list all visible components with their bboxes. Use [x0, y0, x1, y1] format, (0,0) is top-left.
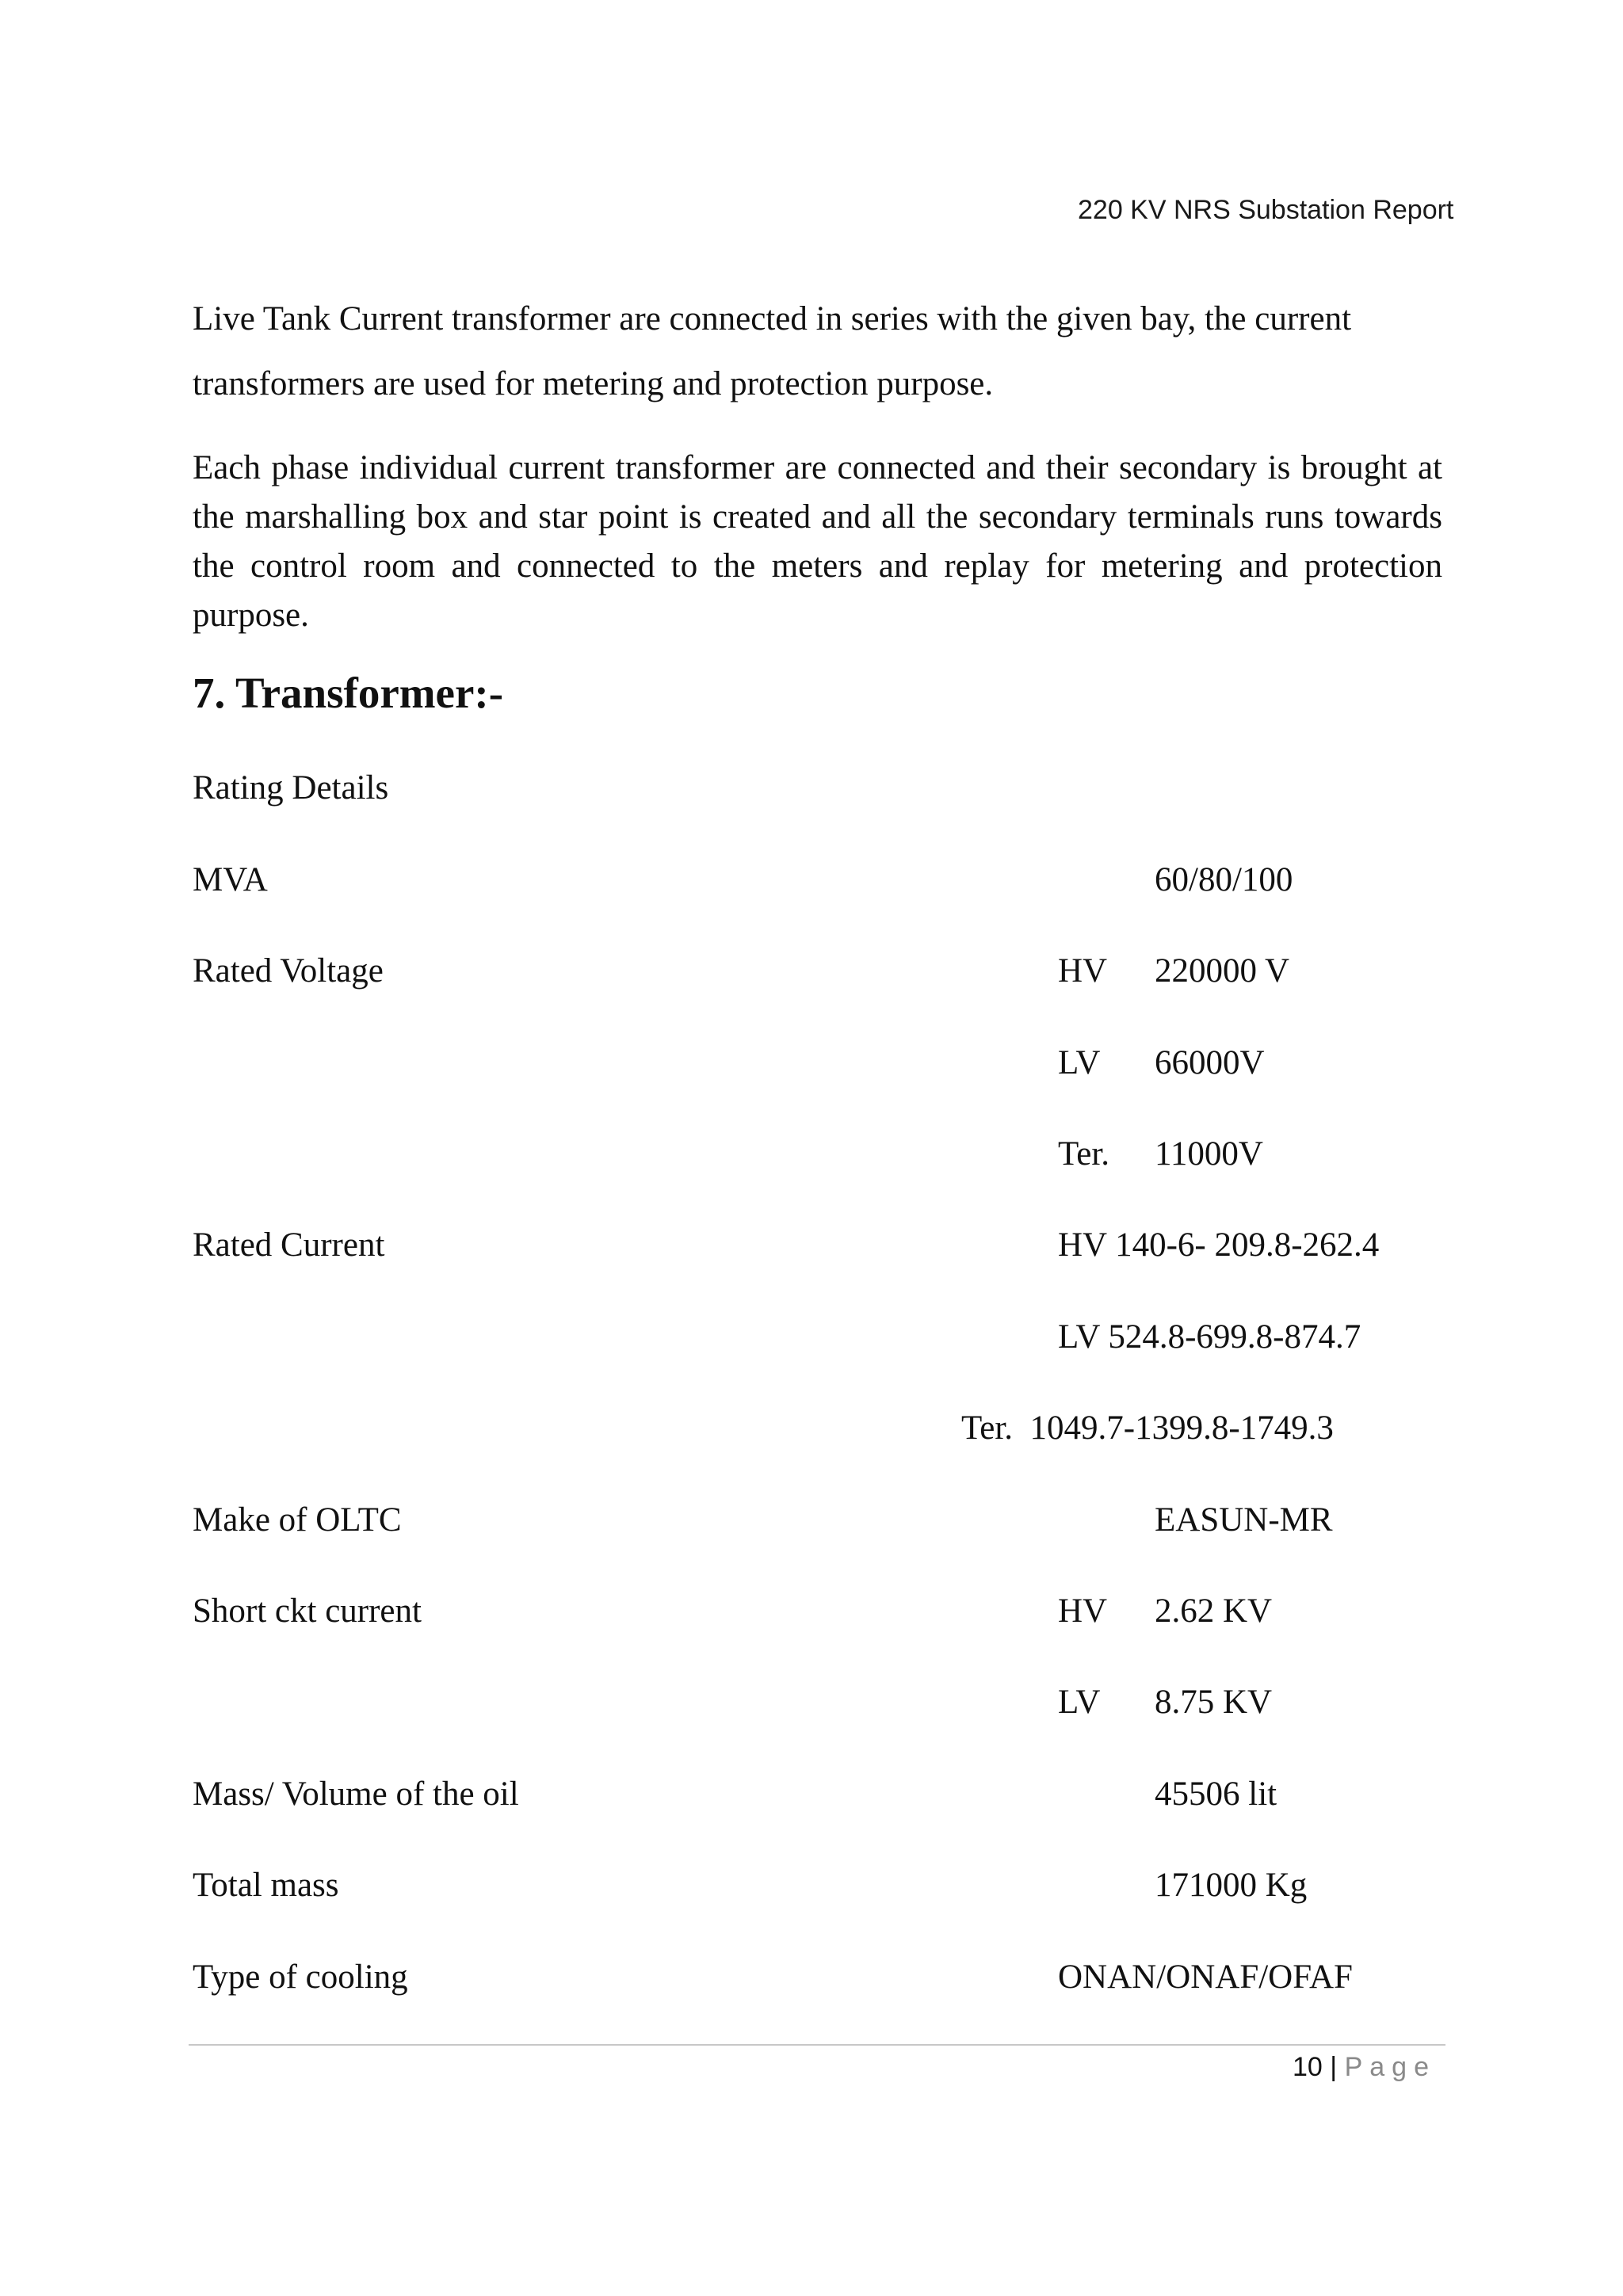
- paragraph-ct-secondary: Each phase individual current transformer are connected and their secondary is brought at the marshalling box and star point is created and all the secondary terminals runs towards the control room and connected to the meters and replay for metering and protection purpose.: [193, 449, 1442, 634]
- running-header: 220 KV NRS Substation Report: [1078, 195, 1454, 225]
- page-footer: [1293, 2052, 1436, 2083]
- spec-label-oil: Mass/ Volume of the oil: [193, 1775, 519, 1813]
- spec-label-mva: MVA: [193, 861, 268, 898]
- section-heading: 7. Transformer:-: [193, 669, 504, 717]
- spec-key-voltage-lv: LV: [1058, 1044, 1101, 1081]
- paragraph-live-tank-ct: Live Tank Current transformer are connected in series with the given bay, the current transformers are used for metering and protection purpose.: [193, 300, 1352, 402]
- spec-label-short-ckt: Short ckt current: [193, 1592, 422, 1630]
- footer-divider: [189, 2044, 1445, 2046]
- spec-key-short-ckt-lv: LV: [1058, 1684, 1101, 1721]
- spec-value-total-mass: 171000 Kg: [1155, 1867, 1308, 1904]
- spec-label-oltc: Make of OLTC: [193, 1501, 402, 1539]
- footer-separator: |: [1330, 2052, 1338, 2082]
- spec-value-oltc: EASUN-MR: [1155, 1501, 1333, 1539]
- spec-value-mva: 60/80/100: [1155, 861, 1293, 898]
- page-number: 10: [1293, 2052, 1323, 2082]
- spec-label-rated-voltage: Rated Voltage: [193, 952, 384, 990]
- spec-value-voltage-hv: 220000 V: [1155, 952, 1290, 990]
- spec-value-current-ter: Ter. 1049.7-1399.8-1749.3: [961, 1409, 1334, 1447]
- spec-value-current-hv: HV 140-6- 209.8-262.4: [1058, 1226, 1380, 1264]
- spec-value-short-ckt-hv: 2.62 KV: [1155, 1592, 1273, 1630]
- spec-value-voltage-lv: 66000V: [1155, 1044, 1265, 1081]
- spec-value-short-ckt-lv: 8.75 KV: [1155, 1684, 1273, 1721]
- spec-label-rated-current: Rated Current: [193, 1226, 385, 1264]
- spec-key-voltage-hv: HV: [1058, 952, 1108, 990]
- spec-label-total-mass: Total mass: [193, 1867, 339, 1904]
- spec-value-current-lv: LV 524.8-699.8-874.7: [1058, 1318, 1361, 1356]
- rating-details-subheading: Rating Details: [193, 769, 389, 807]
- spec-key-voltage-ter: Ter.: [1058, 1135, 1110, 1173]
- spec-value-cooling: ONAN/ONAF/OFAF: [1058, 1958, 1353, 1996]
- spec-label-cooling: Type of cooling: [193, 1958, 408, 1996]
- page-word: Page: [1344, 2052, 1436, 2082]
- spec-value-voltage-ter: 11000V: [1155, 1135, 1263, 1173]
- spec-value-oil: 45506 lit: [1155, 1775, 1277, 1813]
- spec-key-short-ckt-hv: HV: [1058, 1592, 1108, 1630]
